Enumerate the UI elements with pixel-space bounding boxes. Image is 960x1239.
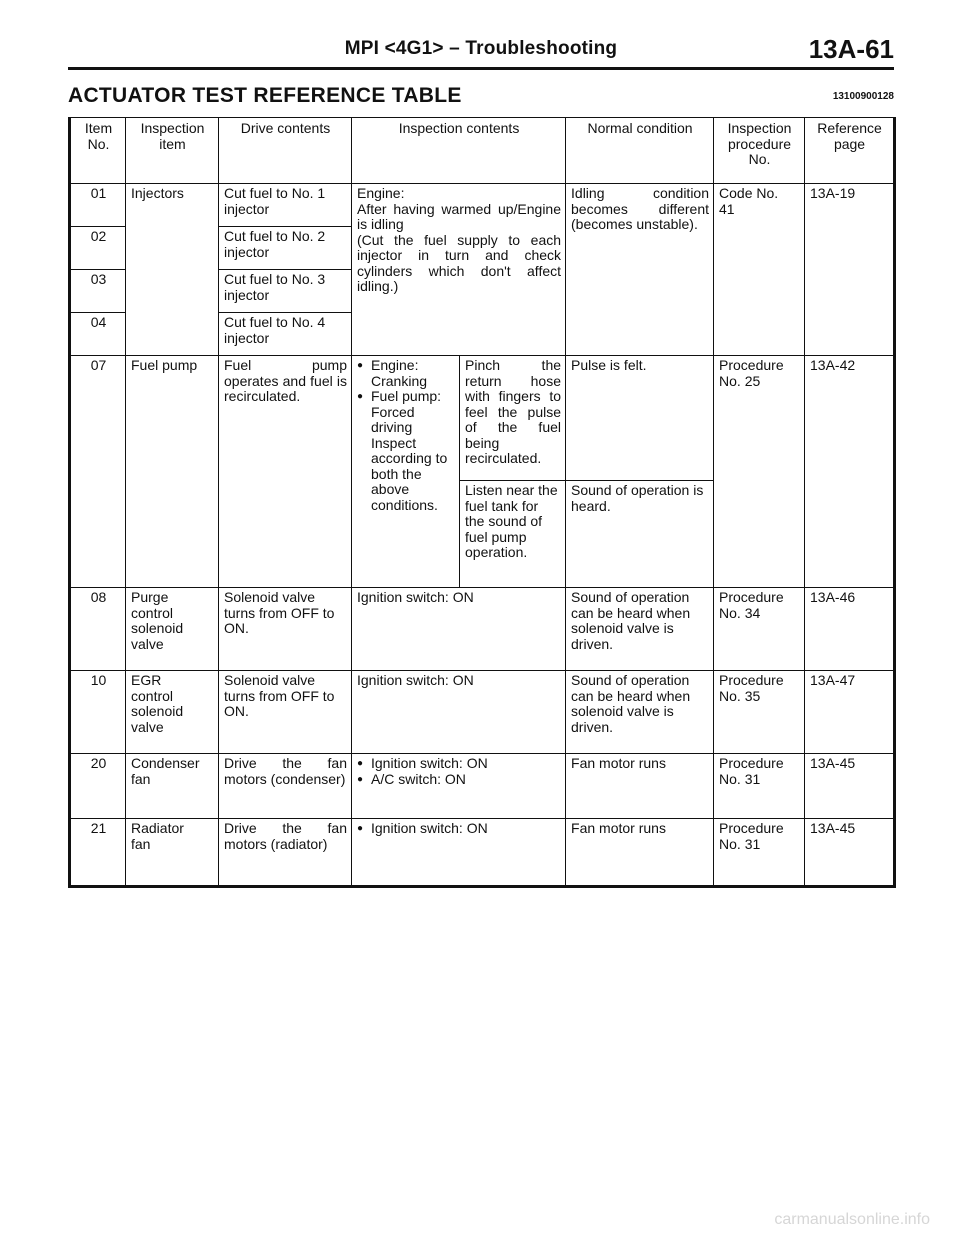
- inspection-contents: [352, 754, 566, 819]
- item-no: 04: [70, 313, 126, 356]
- section-title: ACTUATOR TEST REFERENCE TABLE: [68, 84, 462, 107]
- inspection-item: Purge control solenoid valve: [126, 588, 219, 671]
- header-item-no: Item No.: [70, 118, 126, 184]
- page-header: [68, 34, 894, 64]
- drive-contents: Cut fuel to No. 1 injector: [219, 184, 352, 227]
- header-inspection-contents: Inspection contents: [352, 118, 566, 184]
- inspection-item: Fuel pump: [126, 356, 219, 588]
- reference-page: 13A-42: [805, 356, 895, 588]
- drive-contents: Cut fuel to No. 4 injector: [219, 313, 352, 356]
- item-no: 10: [70, 671, 126, 754]
- normal-condition: Pulse is felt.: [566, 356, 714, 481]
- normal-condition: Sound of operation is heard.: [566, 481, 714, 588]
- inspection-item: Condenser fan: [126, 754, 219, 819]
- header-drive-contents: Drive contents: [219, 118, 352, 184]
- procedure-no: Procedure No. 31: [714, 819, 805, 887]
- item-no: 20: [70, 754, 126, 819]
- reference-page: 13A-45: [805, 754, 895, 819]
- header-reference-page: Reference page: [805, 118, 895, 184]
- header-procedure-no: Inspection procedure No.: [714, 118, 805, 184]
- item-no: 07: [70, 356, 126, 588]
- header-rule: [68, 67, 894, 70]
- drive-contents: Solenoid valve turns from OFF to ON.: [219, 588, 352, 671]
- inspection-method-pulse: Pinch the return hose with fingers to feel the pulse of the fuel being recirculated.: [460, 356, 566, 481]
- reference-page: 13A-19: [805, 184, 895, 356]
- procedure-no: Code No. 41: [714, 184, 805, 356]
- drive-contents: Cut fuel to No. 2 injector: [219, 227, 352, 270]
- procedure-no: Procedure No. 25: [714, 356, 805, 588]
- fuel-pump-conditions: [352, 356, 460, 588]
- item-no: 08: [70, 588, 126, 671]
- normal-condition: Fan motor runs: [566, 754, 714, 819]
- procedure-no: Procedure No. 31: [714, 754, 805, 819]
- table-row: [70, 588, 895, 671]
- item-no: 01: [70, 184, 126, 227]
- inspection-contents: Engine: After having warmed up/Engine is idling (Cut the fuel supply to each injector in turn and check cylinders which don't affect idling.): [352, 184, 566, 356]
- drive-contents: Drive the fan motors (condenser): [219, 754, 352, 819]
- item-no: 03: [70, 270, 126, 313]
- reference-page: 13A-46: [805, 588, 895, 671]
- inspection-item: Injectors: [126, 184, 219, 356]
- table-row: [70, 184, 895, 227]
- procedure-no: Procedure No. 35: [714, 671, 805, 754]
- header-normal-condition: Normal condition: [566, 118, 714, 184]
- reference-page: 13A-45: [805, 819, 895, 887]
- table-row: [70, 356, 895, 481]
- item-no: 21: [70, 819, 126, 887]
- inspection-ignition: ● Ignition switch: ON: [357, 821, 561, 837]
- section-code: 13100900128: [832, 91, 894, 102]
- actuator-test-table: [68, 117, 896, 888]
- table-row: [70, 819, 895, 887]
- reference-page: 13A-47: [805, 671, 895, 754]
- normal-condition: Fan motor runs: [566, 819, 714, 887]
- inspection-contents: Ignition switch: ON: [352, 588, 566, 671]
- table-row: [70, 754, 895, 819]
- watermark-text: carmanualsonline.info: [774, 1211, 930, 1228]
- header-inspection-item: Inspection item: [126, 118, 219, 184]
- drive-contents: Cut fuel to No. 3 injector: [219, 270, 352, 313]
- normal-condition: Sound of operation can be heard when solenoid valve is driven.: [566, 671, 714, 754]
- inspection-item: EGR control solenoid valve: [126, 671, 219, 754]
- table-header-row: [70, 118, 895, 184]
- condition-engine: ● Engine: Cranking: [357, 358, 457, 389]
- page-header-title: MPI <4G1> – Troubleshooting: [344, 38, 618, 59]
- item-no: 02: [70, 227, 126, 270]
- inspection-contents: Ignition switch: ON: [352, 671, 566, 754]
- inspection-ac-switch: ● A/C switch: ON: [357, 772, 561, 788]
- condition-fuel-pump: ● Fuel pump: Forced driving Inspect according to both the above conditions.: [357, 389, 457, 513]
- inspection-item: Radiator fan: [126, 819, 219, 887]
- page-number: 13A-61: [808, 34, 894, 64]
- inspection-ignition: ● Ignition switch: ON: [357, 756, 561, 772]
- table-row: [70, 671, 895, 754]
- normal-condition: Sound of operation can be heard when solenoid valve is driven.: [566, 588, 714, 671]
- drive-contents: Solenoid valve turns from OFF to ON.: [219, 671, 352, 754]
- drive-contents: Fuel pump operates and fuel is recirculated.: [219, 356, 352, 588]
- inspection-method-sound: Listen near the fuel tank for the sound of fuel pump operation.: [460, 481, 566, 588]
- normal-condition: Idling condition becomes different (becomes unstable).: [566, 184, 714, 356]
- inspection-contents: [352, 819, 566, 887]
- drive-contents: Drive the fan motors (radiator): [219, 819, 352, 887]
- procedure-no: Procedure No. 34: [714, 588, 805, 671]
